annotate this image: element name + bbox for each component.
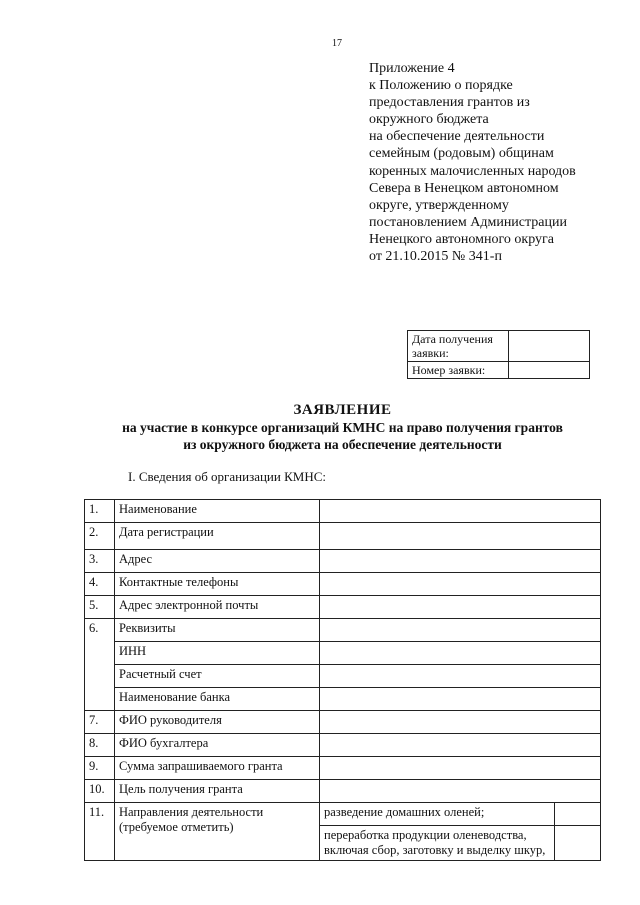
row-label: Сумма запрашиваемого гранта: [115, 757, 320, 780]
title-main: ЗАЯВЛЕНИЕ: [293, 402, 392, 418]
row-number: 6.: [85, 619, 115, 711]
appendix-line: от 21.10.2015 № 341-п: [369, 249, 502, 265]
row-number: 4.: [85, 573, 115, 596]
row-label: Адрес электронной почты: [115, 596, 320, 619]
row-number: 9.: [85, 757, 115, 780]
row-number: 1.: [85, 500, 115, 523]
activity-option-label: разведение домашних оленей;: [320, 803, 555, 826]
row-label: Направления деятельности (требуемое отметить): [115, 803, 320, 861]
row-label: ИНН: [115, 642, 320, 665]
row-value-field[interactable]: [320, 665, 601, 688]
organization-info-table: [84, 499, 601, 861]
row-label: Дата регистрации: [115, 523, 320, 550]
row-label: Адрес: [115, 550, 320, 573]
row-label: Реквизиты: [115, 619, 320, 642]
row-number: 5.: [85, 596, 115, 619]
receipt-table: [407, 330, 590, 379]
row-number: 11.: [85, 803, 115, 861]
activity-option-label: переработка продукции оленеводства, включая сбор, заготовку и выделку шкур,: [320, 826, 555, 861]
row-label: ФИО руководителя: [115, 711, 320, 734]
appendix-line: округе, утвержденному: [369, 197, 509, 213]
activity-option-checkbox[interactable]: [555, 826, 601, 861]
appendix-line: Севера в Ненецком автономном: [369, 180, 559, 196]
appendix-header: [369, 60, 619, 265]
row-value-field[interactable]: [320, 596, 601, 619]
appendix-line: Приложение 4: [369, 61, 455, 76]
appendix-line: к Положению о порядке: [369, 78, 513, 94]
appendix-line: коренных малочисленных народов: [369, 163, 576, 179]
row-label: Расчетный счет: [115, 665, 320, 688]
row-value-field[interactable]: [320, 573, 601, 596]
row-value-field[interactable]: [320, 757, 601, 780]
receipt-number-field[interactable]: [509, 362, 590, 379]
row-value-field[interactable]: [320, 619, 601, 642]
appendix-line: семейным (родовым) общинам: [369, 146, 554, 162]
row-value-field[interactable]: [320, 550, 601, 573]
row-number: 10.: [85, 780, 115, 803]
row-value-field[interactable]: [320, 500, 601, 523]
document-title: [60, 401, 625, 453]
title-subtitle-line1: на участие в конкурсе организаций КМНС на право получения грантов: [122, 420, 563, 435]
activity-option-checkbox[interactable]: [555, 803, 601, 826]
appendix-line: окружного бюджета: [369, 112, 489, 128]
receipt-number-label: Номер заявки:: [408, 362, 509, 379]
row-number: 2.: [85, 523, 115, 550]
row-label: Контактные телефоны: [115, 573, 320, 596]
section-heading: I. Сведения об организации КМНС:: [128, 469, 326, 484]
row-number: 3.: [85, 550, 115, 573]
row-label: Наименование: [115, 500, 320, 523]
title-subtitle-line2: из окружного бюджета на обеспечение деятельности: [183, 437, 502, 452]
receipt-date-label: Дата получения заявки:: [408, 331, 509, 362]
receipt-date-field[interactable]: [509, 331, 590, 362]
row-label: ФИО бухгалтера: [115, 734, 320, 757]
row-value-field[interactable]: [320, 711, 601, 734]
row-value-field[interactable]: [320, 734, 601, 757]
row-number: 8.: [85, 734, 115, 757]
row-number: 7.: [85, 711, 115, 734]
row-value-field[interactable]: [320, 523, 601, 550]
row-value-field[interactable]: [320, 688, 601, 711]
row-value-field[interactable]: [320, 642, 601, 665]
appendix-line: постановлением Администрации: [369, 214, 567, 230]
page-number: 17: [332, 38, 342, 49]
row-label: Цель получения гранта: [115, 780, 320, 803]
row-label: Наименование банка: [115, 688, 320, 711]
appendix-line: Ненецкого автономного округа: [369, 231, 554, 247]
appendix-line: предоставления грантов из: [369, 95, 530, 111]
appendix-line: на обеспечение деятельности: [369, 129, 545, 145]
row-value-field[interactable]: [320, 780, 601, 803]
